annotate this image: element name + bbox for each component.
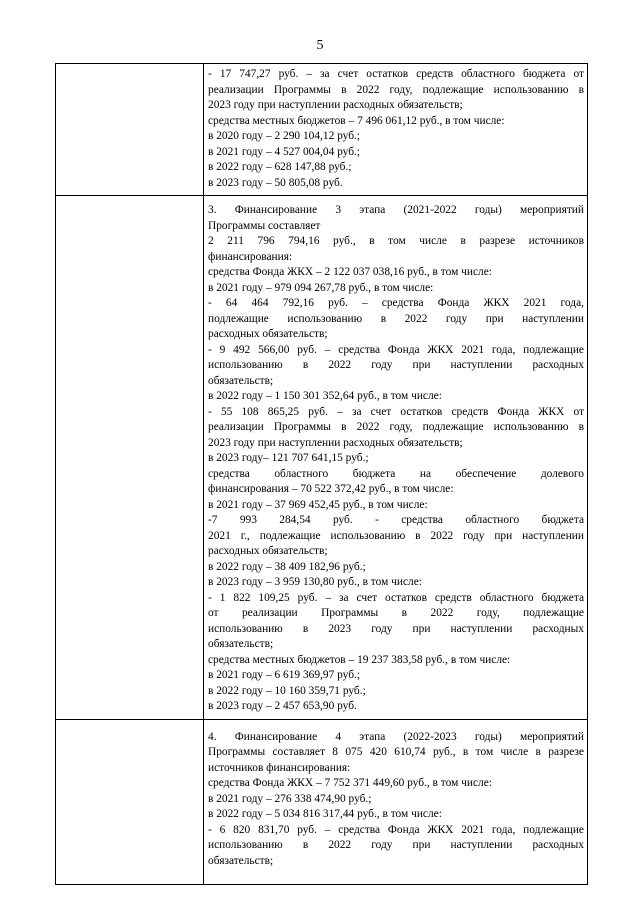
text-line: - 17 747,27 руб. – за счет остатков средств областного бюджета от xyxy=(208,68,584,80)
text-line: 4. Финансирование 4 этапа (2022-2023 годы) мероприятий xyxy=(208,730,584,743)
text-line: 2 211 796 794,16 руб., в том числе в разрезе источников xyxy=(208,235,584,247)
text-line: - 64 464 792,16 руб. – средства Фонда ЖКХ 2021 года, xyxy=(208,297,584,309)
text-line: в 2021 году – 276 338 474,90 руб.; xyxy=(208,792,372,805)
table-row xyxy=(56,719,588,884)
left-cell xyxy=(56,196,204,720)
text-line: в 2023 году – 3 959 130,80 руб., в том числе: xyxy=(208,576,422,588)
table-row xyxy=(56,196,588,720)
text-line: средства местных бюджетов – 19 237 383,58 руб., в том числе: xyxy=(208,653,511,666)
text-line: -7 993 284,54 руб. - средства областного бюджета xyxy=(208,514,584,526)
text-line: 2023 году при наступлении расходных обязательств; xyxy=(208,99,463,111)
text-line: средства Фонда ЖКХ – 7 752 371 449,60 руб., в том числе: xyxy=(208,777,492,789)
text-line: в 2022 году – 5 034 816 317,44 руб., в том числе: xyxy=(208,808,442,820)
text-line: финансирования – 70 522 372,42 руб., в том числе: xyxy=(208,483,454,495)
text-line: финансирования: xyxy=(208,250,293,263)
text-line: в 2021 году – 979 094 267,78 руб., в том числе: xyxy=(208,281,434,294)
text-line: реализации Программы в 2022 году, подлежащие использованию в xyxy=(208,421,584,433)
text-line: в 2023 году – 50 805,08 руб. xyxy=(208,176,343,189)
text-line: использованию в 2023 году при наступлении расходных xyxy=(208,622,584,635)
section-text-cell xyxy=(204,196,588,720)
text-line: в 2021 году – 4 527 004,04 руб.; xyxy=(208,145,361,158)
text-line: 2023 году при наступлении расходных обязательств; xyxy=(208,436,463,449)
section-text-cell xyxy=(204,64,588,196)
text-line: в 2022 году – 628 147,88 руб.; xyxy=(208,161,352,173)
text-line: использованию в 2022 году при наступлении расходных xyxy=(208,359,584,371)
text-line: в 2021 году – 6 619 369,97 руб.; xyxy=(208,669,361,681)
left-cell xyxy=(56,719,204,884)
text-line: 2021 г., подлежащие использованию в 2022 году при наступлении xyxy=(208,529,584,542)
text-line: обязательств; xyxy=(208,854,274,867)
table-row xyxy=(56,64,588,196)
text-line: в 2021 году – 37 969 452,45 руб., в том числе: xyxy=(208,498,428,511)
text-line: в 2023 году– 121 707 641,15 руб.; xyxy=(208,452,369,464)
left-cell xyxy=(56,64,204,196)
text-line: в 2022 году – 10 160 359,71 руб.; xyxy=(208,684,366,697)
text-line: использованию в 2022 году при наступлении расходных xyxy=(208,839,584,851)
text-line: расходных обязательств; xyxy=(208,328,328,340)
funding-table xyxy=(55,63,588,885)
text-line: средства местных бюджетов – 7 496 061,12 руб., в том числе: xyxy=(208,114,505,127)
text-line: 3. Финансирование 3 этапа (2021-2022 годы) мероприятий xyxy=(208,204,584,216)
text-line: обязательств; xyxy=(208,374,274,387)
text-line: подлежащие использованию в 2022 году при наступлении xyxy=(208,312,584,325)
text-line: обязательств; xyxy=(208,638,274,650)
text-line: в 2022 году – 1 150 301 352,64 руб., в том числе: xyxy=(208,390,442,402)
text-line: источников финансирования: xyxy=(208,761,351,774)
text-line: - 6 820 831,70 руб. – средства Фонда ЖКХ 2021 года, подлежащие xyxy=(208,823,584,836)
text-line: средства областного бюджета на обеспечение долевого xyxy=(208,467,584,480)
text-line: в 2020 году – 2 290 104,12 руб.; xyxy=(208,130,361,142)
text-line: от реализации Программы в 2022 году, подлежащие xyxy=(208,607,584,619)
text-line: - 1 822 109,25 руб. – за счет остатков средств областного бюджета xyxy=(208,591,584,604)
text-line: средства Фонда ЖКХ – 2 122 037 038,16 руб., в том числе: xyxy=(208,266,492,278)
text-line: в 2022 году – 38 409 182,96 руб.; xyxy=(208,560,366,573)
section-text-cell xyxy=(204,719,588,884)
text-line: расходных обязательств; xyxy=(208,545,328,557)
text-line: в 2023 году – 2 457 653,90 руб. xyxy=(208,700,357,712)
page-number: 5 xyxy=(316,38,324,53)
text-line: - 55 108 865,25 руб. – за счет остатков средств Фонда ЖКХ от xyxy=(208,405,584,418)
text-line: реализации Программы в 2022 году, подлежащие использованию в xyxy=(208,83,584,96)
text-line: Программы составляет xyxy=(208,219,321,232)
text-line: Программы составляет 8 075 420 610,74 руб., в том числе в разрезе xyxy=(208,746,584,758)
text-line: - 9 492 566,00 руб. – средства Фонда ЖКХ 2021 года, подлежащие xyxy=(208,343,584,356)
